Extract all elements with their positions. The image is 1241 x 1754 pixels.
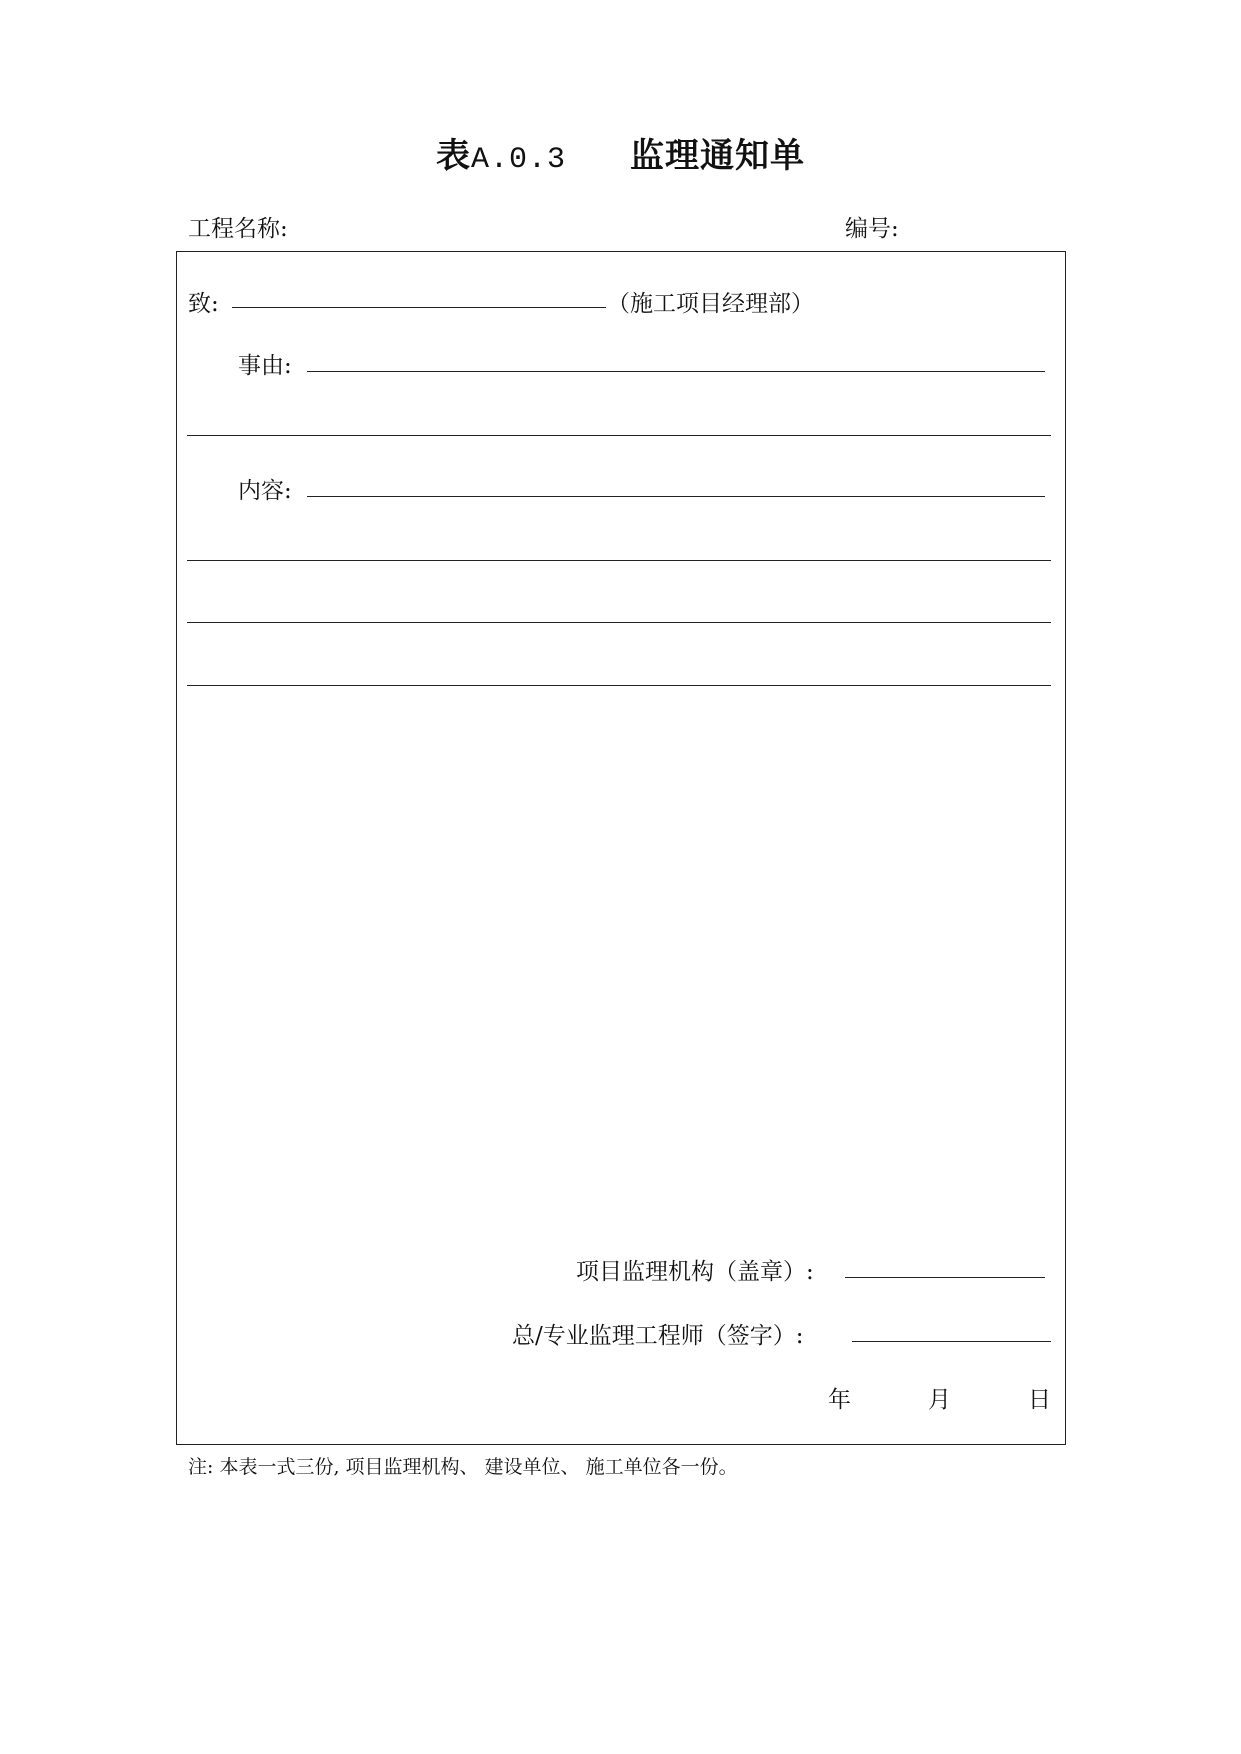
- document-title: [0, 128, 1241, 177]
- engineer-sign-label: 总/专业监理工程师（签字）:: [512, 1323, 804, 1349]
- project-name-label: 工程名称:: [188, 216, 288, 242]
- date-day: 日: [1028, 1387, 1051, 1413]
- number-label: 编号:: [845, 216, 899, 242]
- date-month: 月: [928, 1387, 951, 1413]
- reason-label: 事由:: [238, 353, 292, 379]
- recipient-field[interactable]: [232, 307, 606, 308]
- content-field-line-4[interactable]: [187, 685, 1051, 686]
- to-suffix: （施工项目经理部）: [607, 291, 814, 317]
- supervision-org-label: 项目监理机构（盖章）:: [576, 1259, 814, 1285]
- date-year: 年: [828, 1387, 851, 1413]
- org-seal-field[interactable]: [845, 1277, 1045, 1278]
- title-prefix: 表: [435, 136, 471, 176]
- reason-field[interactable]: [307, 371, 1045, 372]
- form-name: 监理通知单: [630, 136, 805, 176]
- footer-note: 注: 本表一式三份, 项目监理机构、 建设单位、 施工单位各一份。: [188, 1456, 738, 1478]
- content-label: 内容:: [238, 478, 292, 504]
- reason-field-line-2[interactable]: [187, 435, 1051, 436]
- to-label: 致:: [188, 291, 219, 317]
- content-field-line-3[interactable]: [187, 622, 1051, 623]
- engineer-sign-field[interactable]: [852, 1341, 1051, 1342]
- form-code: A.0.3: [470, 143, 566, 177]
- content-field[interactable]: [307, 496, 1045, 497]
- content-field-line-2[interactable]: [187, 560, 1051, 561]
